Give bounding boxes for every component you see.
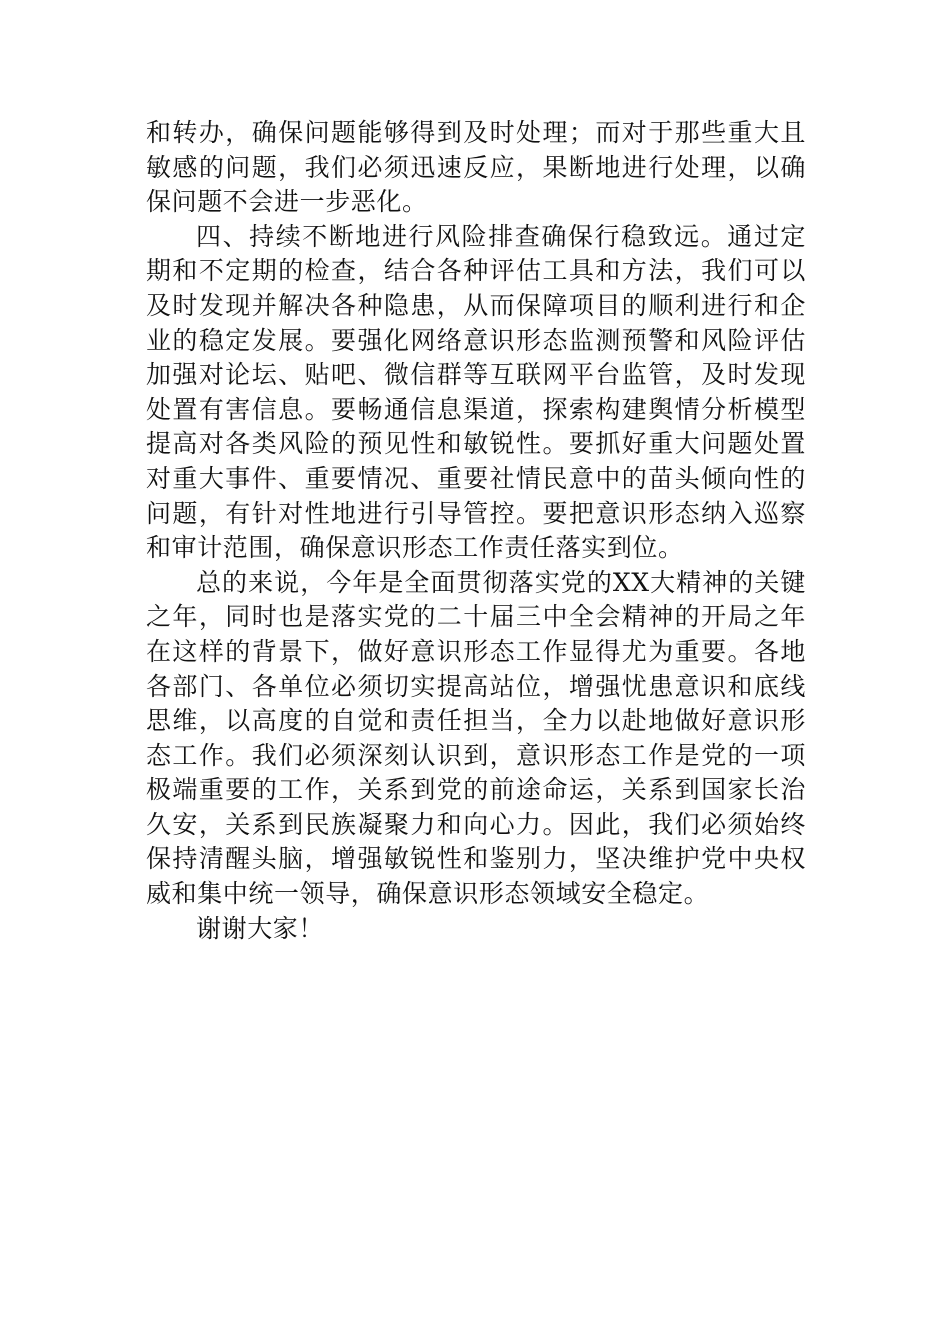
paragraph-summary: 总的来说，今年是全面贯彻落实党的XX大精神的关键之年，同时也是落实党的二十届三中全会精神的开局之年在这样的背景下，做好意识形态工作显得尤为重要。各地各部门、各单位必须切实提高站位，增强忧患意识和底线思维，以高度的自觉和责任担当，全力以赴地做好意识形态工作。我们必须深刻认识到，意识形态工作是党的一项极端重要的工作，关系到党的前途命运，关系到国家长治久安，关系到民族凝聚力和向心力。因此，我们必须始终保持清醒头脑，增强敏锐性和鉴别力，坚决维护党中央权威和集中统一领导，确保意识形态领域安全稳定。 xyxy=(146,567,806,909)
document-body xyxy=(146,116,806,946)
paragraph-section-four: 四、持续不断地进行风险排查确保行稳致远。通过定期和不定期的检查，结合各种评估工具和方法，我们可以及时发现并解决各种隐患，从而保障项目的顺利进行和企业的稳定发展。要强化网络意识形态监测预警和风险评估加强对论坛、贴吧、微信群等互联网平台监管，及时发现处置有害信息。要畅通信息渠道，探索构建舆情分析模型提高对各类风险的预见性和敏锐性。要抓好重大问题处置对重大事件、重要情况、重要社情民意中的苗头倾向性的问题，有针对性地进行引导管控。要把意识形态纳入巡察和审计范围，确保意识形态工作责任落实到位。 xyxy=(146,221,806,563)
paragraph-closing: 谢谢大家！ xyxy=(196,913,325,943)
paragraph-continuation: 和转办，确保问题能够得到及时处理；而对于那些重大且敏感的问题，我们必须迅速反应，果断地进行处理，以确保问题不会进一步恶化。 xyxy=(146,118,806,217)
